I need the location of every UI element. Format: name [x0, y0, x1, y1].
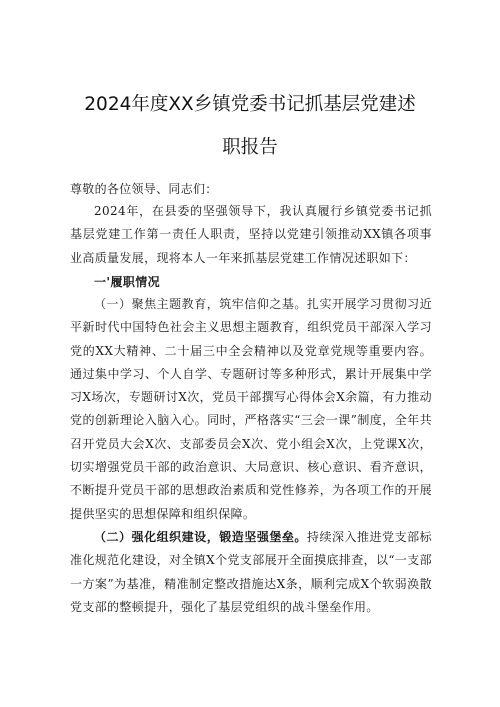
- report-title-line2: 职报告: [222, 137, 278, 158]
- salutation: 尊敬的各位领导、同志们：: [70, 182, 218, 196]
- item1-body: 扎实开展学习贯彻习近平新时代中国特色社会主义思想主题教育，组织党员干部深入学习党的XX大精神、二十届三中全会精神以及党章党规等重要内容。通过集中学习、个人自学、专题研讨等多种形式，累计开展集中学习X场次，专题研讨X次，党员干部撰写心得体会X余篇，有力推动党的创新理论入脑入心。同时，严格落实“三会一课”制度，全年共召开党员大会X次、支部委员会X次、党小组会X次，上党课X次，切实增强党员干部的政治意识、大局意识、核心意识、看齐意识，不断提升党员干部的思想政治素质和党性修养，为各项工作的开展提供坚实的思想保障和组织保障。: [70, 297, 432, 521]
- report-title-line1: 2024年度XX乡镇党委书记抓基层党建述: [84, 94, 416, 115]
- section-heading-performance: 一'履职情况: [94, 275, 161, 289]
- intro-paragraph: 2024年，在县委的坚强领导下，我认真履行乡镇党委书记抓基层党建工作第一责任人职责，坚持以党建引领推动XX镇各项事业高质量发展，现将本人一年来抓基层党建工作情况述职如下：: [70, 204, 432, 265]
- item2-lead: （二）强化组织建设，锻造坚强堡垒。: [94, 530, 307, 544]
- item2-body: 持续深入推进党支部标准化规范化建设，对全镇X个党支部展开全面摸底排查，以“一支部一方案”为基准，精准制定整改措施达X条，顺利完成X个软弱涣散党支部的整顿提升，强化了基层党组织的战斗堡垒作用。: [70, 530, 432, 614]
- item1-paragraph: [70, 293, 432, 526]
- item2-paragraph: [70, 526, 432, 619]
- item1-lead: （一）聚焦主题教育，筑牢信仰之基。: [94, 297, 307, 311]
